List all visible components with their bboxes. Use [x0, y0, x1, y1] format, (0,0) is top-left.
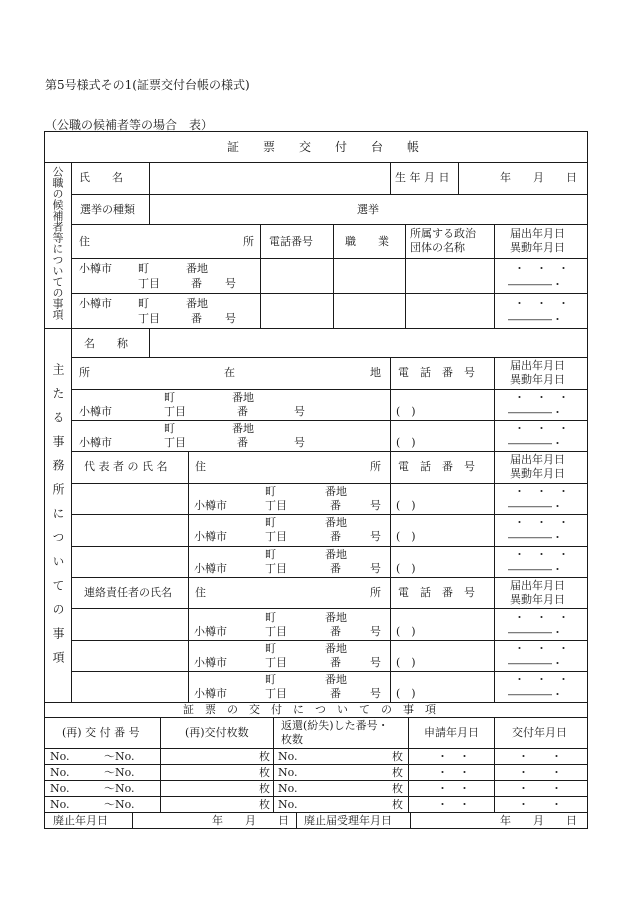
phone-paren: ( )	[396, 562, 416, 575]
ban-text: 番	[330, 499, 341, 512]
date-dots: ・ ・ ・	[514, 516, 569, 529]
cho-text: 町	[138, 297, 149, 310]
go-text: 号	[370, 530, 381, 543]
no-text: No.	[278, 782, 298, 795]
date-dots: ・ ・ ・	[514, 611, 569, 624]
chome-text: 丁目	[164, 405, 186, 418]
chome-text: 丁目	[265, 499, 287, 512]
office-phone-label: 電 話 番 号	[398, 366, 475, 379]
city-text: 小樽市	[79, 297, 112, 310]
sheets-text: 枚	[392, 782, 403, 795]
city-text: 小樽市	[194, 687, 227, 700]
birthdate-ymd: 年 月 日	[500, 171, 577, 184]
issue-date-dots: ・ ・	[518, 750, 562, 763]
to-no-text: ～No.	[104, 798, 135, 811]
date-dash: ――――・	[508, 406, 563, 419]
ban-text: 番	[330, 656, 341, 669]
sheets-text: 枚	[392, 750, 403, 763]
banchi-text: 番地	[232, 391, 254, 404]
issue-date-dots: ・ ・	[518, 782, 562, 795]
city-text: 小樽市	[79, 436, 112, 449]
to-no-text: ～No.	[104, 750, 135, 763]
abolish-receipt-label: 廃止届受理年月日	[304, 814, 392, 827]
notify-label-1: 届出年月日	[510, 579, 565, 592]
city-text: 小樽市	[79, 262, 112, 275]
cho-text: 町	[164, 391, 175, 404]
sheets-text: 枚	[259, 798, 270, 811]
date-dots: ・ ・ ・	[514, 391, 569, 404]
issue-section-title: 証 票 の 交 付 に つ い て の 事 項	[183, 703, 436, 716]
banchi-text: 番地	[325, 642, 347, 655]
city-text: 小樽市	[194, 656, 227, 669]
reissue-count-header: (再)交付枚数	[185, 726, 249, 739]
date-dash: ――――・	[508, 531, 563, 544]
phone-paren: ( )	[396, 499, 416, 512]
no-text: No.	[50, 798, 70, 811]
cho-text: 町	[265, 642, 276, 655]
form-subtitle: （公職の候補者等の場合 表）	[45, 118, 214, 132]
date-dash: ――――・	[508, 563, 563, 576]
candidate-address-label-b: 所	[243, 235, 254, 248]
date-dash: ――――・	[508, 657, 563, 670]
apply-date-dots: ・ ・	[437, 782, 470, 795]
go-text: 号	[370, 625, 381, 638]
city-text: 小樽市	[79, 405, 112, 418]
rep-address-label-a: 住	[195, 460, 206, 473]
location-label-b: 在	[224, 366, 235, 379]
chome-text: 丁目	[138, 312, 160, 325]
date-dash: ――――・	[508, 500, 563, 513]
returned-header-1: 返還(紛失)した番号・	[281, 719, 389, 732]
party-label-1: 所属する政治	[410, 227, 476, 240]
chome-text: 丁目	[265, 687, 287, 700]
chome-text: 丁目	[265, 562, 287, 575]
go-text: 号	[294, 436, 305, 449]
contact-address-label-a: 住	[195, 586, 206, 599]
ban-text: 番	[330, 625, 341, 638]
phone-paren: ( )	[396, 405, 416, 418]
go-text: 号	[370, 656, 381, 669]
ban-text: 番	[330, 530, 341, 543]
rep-name-label: 代 表 者 の 氏 名	[84, 460, 168, 473]
contact-name-label: 連絡責任者の氏名	[84, 586, 172, 599]
no-text: No.	[278, 766, 298, 779]
cho-text: 町	[265, 611, 276, 624]
notify-label-1: 届出年月日	[510, 359, 565, 372]
candidate-address-label-a: 住	[79, 235, 90, 248]
date-dots: ・ ・ ・	[514, 485, 569, 498]
go-text: 号	[294, 405, 305, 418]
date-dash: ――――・	[508, 313, 563, 326]
date-dots: ・ ・ ・	[514, 642, 569, 655]
ban-text: 番	[237, 436, 248, 449]
sheets-text: 枚	[392, 766, 403, 779]
section-candidate-label: 公職の候補者等についての事項	[51, 166, 64, 320]
ban-text: 番	[237, 405, 248, 418]
election-suffix: 選挙	[357, 203, 379, 216]
no-text: No.	[278, 798, 298, 811]
phone-paren: ( )	[396, 625, 416, 638]
date-dots: ・ ・ ・	[514, 548, 569, 561]
issue-date-dots: ・ ・	[518, 766, 562, 779]
no-text: No.	[50, 750, 70, 763]
notify-label-2: 異動年月日	[510, 241, 565, 254]
ban-text: 番	[191, 312, 202, 325]
chome-text: 丁目	[265, 530, 287, 543]
date-dash: ――――・	[508, 278, 563, 291]
phone-paren: ( )	[396, 436, 416, 449]
date-dash: ――――・	[508, 626, 563, 639]
issue-date-dots: ・ ・	[518, 798, 562, 811]
location-label-c: 地	[370, 366, 381, 379]
ban-text: 番	[191, 277, 202, 290]
apply-date-header: 申請年月日	[424, 726, 479, 739]
apply-date-dots: ・ ・	[437, 798, 470, 811]
cho-text: 町	[138, 262, 149, 275]
banchi-text: 番地	[232, 422, 254, 435]
go-text: 号	[370, 687, 381, 700]
banchi-text: 番地	[325, 516, 347, 529]
ban-text: 番	[330, 687, 341, 700]
abolish-date-label: 廃止年月日	[53, 814, 108, 827]
sheets-text: 枚	[392, 798, 403, 811]
date-dots: ・ ・ ・	[514, 673, 569, 686]
name-label: 氏 名	[79, 171, 123, 184]
cho-text: 町	[265, 548, 276, 561]
rep-address-label-b: 所	[370, 460, 381, 473]
election-type-label: 選挙の種類	[80, 203, 135, 216]
rep-phone-label: 電 話 番 号	[398, 460, 475, 473]
date-dots: ・ ・ ・	[514, 297, 569, 310]
notify-label-2: 異動年月日	[510, 373, 565, 386]
candidate-phone-label: 電話番号	[269, 235, 313, 248]
contact-phone-label: 電 話 番 号	[398, 586, 475, 599]
go-text: 号	[370, 562, 381, 575]
form-number: 第5号様式その1(証票交付台帳の様式)	[45, 78, 250, 92]
city-text: 小樽市	[194, 625, 227, 638]
no-text: No.	[50, 782, 70, 795]
issue-date-header: 交付年月日	[512, 726, 567, 739]
cho-text: 町	[164, 422, 175, 435]
date-dots: ・ ・ ・	[514, 262, 569, 275]
occupation-label: 職 業	[345, 235, 389, 248]
sheets-text: 枚	[259, 750, 270, 763]
chome-text: 丁目	[265, 656, 287, 669]
go-text: 号	[225, 277, 236, 290]
city-text: 小樽市	[194, 530, 227, 543]
sheets-text: 枚	[259, 782, 270, 795]
to-no-text: ～No.	[104, 782, 135, 795]
table-title: 証 票 交 付 台 帳	[227, 140, 420, 154]
banchi-text: 番地	[325, 673, 347, 686]
notify-label-1: 届出年月日	[510, 453, 565, 466]
office-name-label: 名 称	[84, 337, 128, 350]
apply-date-dots: ・ ・	[437, 750, 470, 763]
cho-text: 町	[265, 516, 276, 529]
apply-date-dots: ・ ・	[437, 766, 470, 779]
abolish-receipt-ymd: 年 月 日	[500, 814, 577, 827]
phone-paren: ( )	[396, 530, 416, 543]
party-label-2: 団体の名称	[410, 241, 465, 254]
to-no-text: ～No.	[104, 766, 135, 779]
banchi-text: 番地	[186, 262, 208, 275]
notify-label-1: 届出年月日	[510, 227, 565, 240]
banchi-text: 番地	[325, 548, 347, 561]
sheets-text: 枚	[259, 766, 270, 779]
chome-text: 丁目	[265, 625, 287, 638]
go-text: 号	[370, 499, 381, 512]
cho-text: 町	[265, 673, 276, 686]
contact-address-label-b: 所	[370, 586, 381, 599]
date-dots: ・ ・ ・	[514, 422, 569, 435]
phone-paren: ( )	[396, 687, 416, 700]
phone-paren: ( )	[396, 656, 416, 669]
no-text: No.	[278, 750, 298, 763]
cho-text: 町	[265, 485, 276, 498]
go-text: 号	[225, 312, 236, 325]
notify-label-2: 異動年月日	[510, 467, 565, 480]
banchi-text: 番地	[325, 485, 347, 498]
city-text: 小樽市	[194, 562, 227, 575]
banchi-text: 番地	[325, 611, 347, 624]
date-dash: ――――・	[508, 688, 563, 701]
chome-text: 丁目	[164, 436, 186, 449]
section-office-label: 主たる事務所についての事項	[51, 363, 65, 675]
no-text: No.	[50, 766, 70, 779]
location-label-a: 所	[79, 366, 90, 379]
reissue-number-header: (再) 交 付 番 号	[62, 726, 140, 739]
date-dash: ――――・	[508, 437, 563, 450]
abolish-date-ymd: 年 月 日	[212, 814, 289, 827]
notify-label-2: 異動年月日	[510, 593, 565, 606]
birthdate-label: 生 年 月 日	[395, 171, 450, 184]
city-text: 小樽市	[194, 499, 227, 512]
ban-text: 番	[330, 562, 341, 575]
banchi-text: 番地	[186, 297, 208, 310]
returned-header-2: 枚数	[281, 733, 303, 746]
chome-text: 丁目	[138, 277, 160, 290]
